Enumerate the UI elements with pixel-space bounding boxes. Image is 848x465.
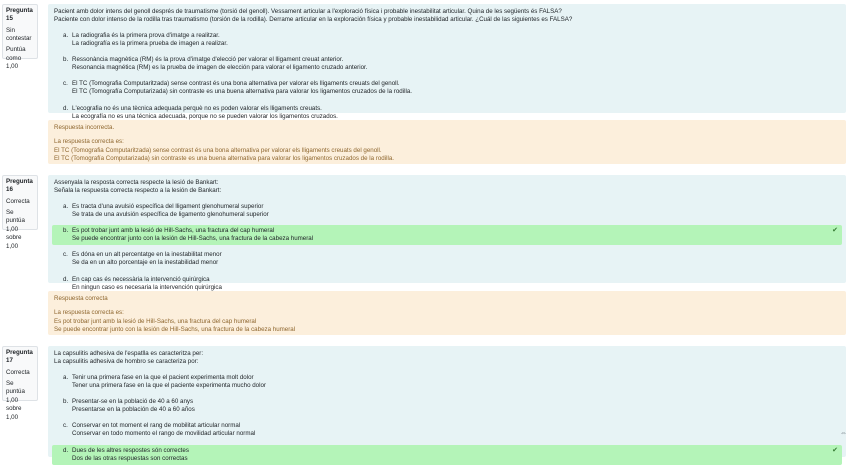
answer-option-b[interactable]: b. Presentar-se en la població de 40 a 60 anys Presentarse en la población de 40 a 60 años	[63, 398, 195, 414]
question-info-16	[2, 175, 38, 250]
question-content-15	[48, 4, 846, 120]
answer-option-b[interactable]: b. Ressonància magnètica (RM) és la prova d'imatge d'elecció per valorar el lligament creuat anterior. Resonancia magnética (RM) es la prueba de imagen de elección para valorar el ligamento cruzado anterior.	[63, 56, 368, 72]
question-label: Pregunta	[6, 349, 33, 356]
feedback-head: Respuesta correcta	[54, 295, 108, 302]
scroll-arrows-icon[interactable]: ⇔	[840, 430, 847, 437]
answer-option-a[interactable]: a. La radiografia és la primera prova d'imatge a realitzar. La radiografía es la primera prueba de imagen a realizar.	[63, 32, 228, 48]
feedback-line: Es pot trobar junt amb la lesió de Hill-Sachs, una fractura del cap humeral	[54, 317, 257, 325]
question-score: Se puntúa 1,00 sobre 1,00	[6, 209, 25, 250]
feedback-line: Se puede encontrar junto con la lesión de Hill-Sachs, una fractura de la cabeza humeral	[54, 326, 296, 334]
question-text: Pacient amb dolor intens del genoll després de traumatisme (torsió del genoll). Vessament articular a l'exploració física i probable inestabilitat articular. Quina de les següents és FALSA? Paciente con dolor intenso de la rodilla tras traumatismo (torsión de la rodilla). Derrame articular en la exploración física y probable inestabilidad articular. ¿Cuál de las siguientes es FALSA?	[54, 8, 573, 24]
question-status: Correcta	[6, 368, 30, 376]
answer-option-a[interactable]: a. Es tracta d'una avulsió específica del lligament glenohumeral superior Se trata de una avulsión específica de ligamento glenohumeral superior	[63, 203, 269, 219]
question-label: Pregunta	[6, 7, 33, 14]
question-label: Pregunta	[6, 178, 33, 185]
question-content-16	[48, 175, 846, 291]
answer-option-d[interactable]: d. En cap cas és necessària la intervenció quirúrgica En ningun caso es necesaria la intervención quirúrgica	[63, 275, 222, 291]
check-icon: ✔	[832, 446, 838, 454]
answer-option-c[interactable]: c. Conservar en tot moment el rang de mobilitat articular normal Conservar en todo momento el rango de movilidad articular normal	[63, 422, 256, 438]
feedback-line: La respuesta correcta es:	[54, 309, 124, 317]
answer-option-d[interactable]: d. Dues de les altres respostes són correctes Dos de las otras respuestas son correctas ✔	[52, 445, 842, 465]
question-score: Puntúa como 1,00	[6, 46, 26, 71]
feedback-16	[48, 291, 846, 335]
question-number: 17	[6, 357, 13, 365]
answer-option-a[interactable]: a. Tenir una primera fase en la que el pacient experimenta molt dolor Tener una primera fase en la que el paciente experimenta mucho dolor	[63, 374, 266, 390]
answer-option-b[interactable]: b. Es pot trobar junt amb la lesió de Hill-Sachs, una fractura del cap humeral Se puede encontrar junto con la lesión de Hill-Sachs, una fractura de la cabeza humeral ✔	[52, 225, 842, 245]
question-info-15	[2, 4, 38, 71]
answer-option-c[interactable]: c. El TC (Tomografia Computaritzada) sense contrast és una bona alternativa per valorar els lligaments creuats del genoll. El TC (Tomografía Computarizada) sin contraste es una buena alternativa para valorar los ligamentos cruzados de la rodilla.	[63, 80, 413, 96]
feedback-line: La respuesta correcta es:	[54, 138, 124, 146]
question-number: 15	[6, 15, 13, 23]
feedback-line: El TC (Tomografía Computarizada) sin contraste es una buena alternativa para valorar los ligamentos cruzados de la rodilla.	[54, 155, 395, 163]
question-status: Sin contestar	[6, 26, 32, 43]
check-icon: ✔	[832, 227, 838, 235]
question-info-17	[2, 346, 38, 421]
question-text: Assenyala la resposta correcta respecte la lesió de Bankart: Señala la respuesta correcta respecto a la lesión de Bankart:	[54, 179, 222, 195]
answer-option-c[interactable]: c. Es dóna en un alt percentatge en la inestabilitat menor Se da en un alto porcentaje en la inestabilidad menor	[63, 251, 222, 267]
feedback-head: Respuesta incorrecta.	[54, 124, 115, 131]
question-number: 16	[6, 186, 13, 194]
question-content-17	[48, 346, 846, 462]
question-text: La capsulitis adhesiva de l'espatlla es caracteritza per: La capsulitis adhesiva de hombro se caracteriza por:	[54, 350, 204, 366]
question-status: Correcta	[6, 197, 30, 205]
feedback-line: El TC (Tomografia Computaritzada) sense contrast és una bona alternativa per valorar els lligaments creuats del genoll.	[54, 146, 382, 154]
question-score: Se puntúa 1,00 sobre 1,00	[6, 380, 25, 421]
feedback-15	[48, 120, 846, 164]
answer-option-d[interactable]: d. L'ecografia no és una tècnica adequada perquè no es poden valorar els lligaments creuats. La ecografía no es una técnica adecuada, porque no se pueden valorar los ligamentos cruzados.	[63, 104, 338, 120]
